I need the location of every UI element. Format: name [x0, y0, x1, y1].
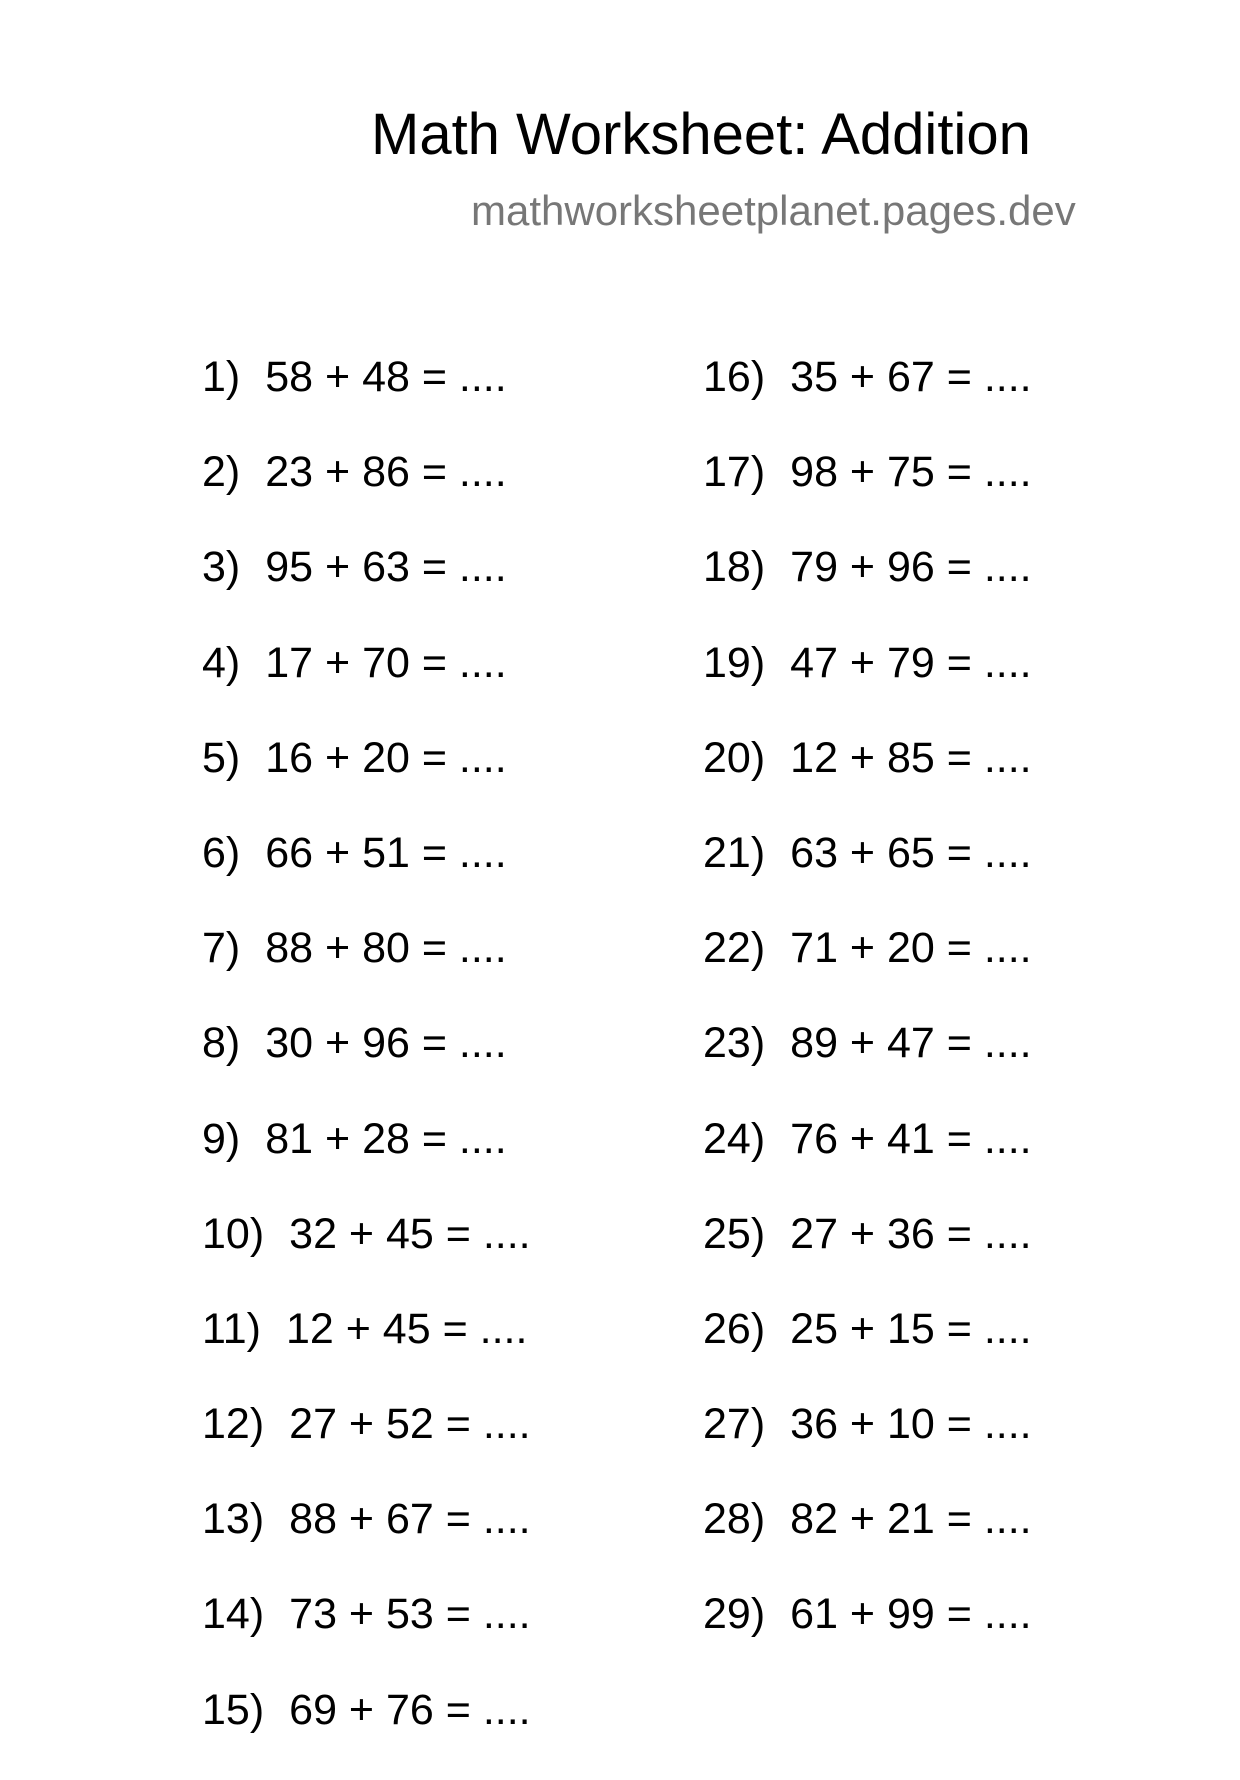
problem-item: [703, 1304, 1032, 1399]
problem-item: [202, 1304, 531, 1399]
problem-expression: 25 + 15 = ....: [790, 1304, 1032, 1353]
problem-item: [202, 1018, 531, 1113]
problem-expression: 63 + 65 = ....: [790, 828, 1032, 877]
problem-expression: 89 + 47 = ....: [790, 1019, 1032, 1068]
problem-number: 28): [703, 1495, 766, 1544]
problem-item: [703, 1209, 1032, 1304]
problem-column-left: [202, 352, 531, 1780]
problem-expression: 73 + 53 = ....: [289, 1590, 531, 1639]
problem-expression: 47 + 79 = ....: [790, 638, 1032, 687]
problem-number: 22): [703, 924, 766, 973]
problem-expression: 69 + 76 = ....: [289, 1685, 531, 1734]
problem-number: 16): [703, 353, 766, 401]
problem-item: [703, 1494, 1032, 1589]
problem-item: [202, 733, 531, 828]
problem-item: [703, 1589, 1032, 1684]
problem-number: 17): [703, 448, 766, 497]
problem-number: 12): [202, 1400, 265, 1449]
problem-expression: 36 + 10 = ....: [790, 1400, 1032, 1449]
problem-expression: 58 + 48 = ....: [265, 353, 507, 401]
problem-item: [202, 1589, 531, 1684]
problem-item: [703, 1018, 1032, 1113]
problem-item: [703, 1114, 1032, 1209]
problem-number: 25): [703, 1209, 766, 1258]
worksheet-source-url: mathworksheetplanet.pages.dev: [471, 187, 1076, 234]
problem-number: 26): [703, 1304, 766, 1353]
problem-number: 24): [703, 1114, 766, 1163]
problem-expression: 16 + 20 = ....: [265, 733, 507, 782]
problem-item: [202, 542, 531, 637]
problem-number: 14): [202, 1590, 265, 1639]
problem-number: 15): [202, 1685, 265, 1734]
problem-expression: 79 + 96 = ....: [790, 543, 1032, 592]
problem-item: [703, 638, 1032, 733]
problem-item: [703, 923, 1032, 1018]
problem-item: [202, 923, 531, 1018]
problem-expression: 88 + 80 = ....: [265, 924, 507, 973]
problem-column-right: [703, 352, 1032, 1685]
problem-expression: 98 + 75 = ....: [790, 448, 1032, 497]
problem-expression: 27 + 36 = ....: [790, 1209, 1032, 1258]
problem-item: [202, 447, 531, 542]
problem-expression: 17 + 70 = ....: [265, 638, 507, 687]
problem-item: [703, 352, 1032, 447]
problem-item: [202, 638, 531, 733]
problem-number: 13): [202, 1495, 265, 1544]
problem-expression: 12 + 45 = ....: [285, 1304, 528, 1353]
problem-item: [202, 1209, 531, 1304]
problem-item: [703, 447, 1032, 542]
problem-expression: 76 + 41 = ....: [790, 1114, 1032, 1163]
problem-number: 23): [703, 1019, 766, 1068]
problem-expression: 88 + 67 = ....: [289, 1495, 531, 1544]
problem-item: [202, 828, 531, 923]
problem-item: [202, 1114, 531, 1209]
problem-number: 29): [703, 1590, 766, 1639]
worksheet-title: Math Worksheet: Addition: [371, 102, 1031, 167]
problem-item: [703, 828, 1032, 923]
problem-expression: 61 + 99 = ....: [790, 1590, 1032, 1639]
problem-expression: 81 + 28 = ....: [265, 1114, 507, 1163]
problem-number: 10): [202, 1209, 265, 1258]
problem-number: 9): [202, 1114, 241, 1163]
problem-item: [703, 1399, 1032, 1494]
problem-number: 3): [202, 543, 241, 592]
problem-expression: 71 + 20 = ....: [790, 924, 1032, 973]
problem-expression: 32 + 45 = ....: [289, 1209, 531, 1258]
problem-number: 2): [202, 448, 241, 497]
problem-number: 1): [202, 353, 241, 401]
problem-number: 5): [202, 733, 241, 782]
problem-number: 6): [202, 828, 241, 877]
problem-number: 21): [703, 828, 766, 877]
problem-number: 7): [202, 924, 241, 973]
problem-number: 20): [703, 733, 766, 782]
problem-expression: 82 + 21 = ....: [790, 1495, 1032, 1544]
problem-item: [202, 1494, 531, 1589]
problem-number: 11): [202, 1304, 261, 1353]
problem-number: 8): [202, 1019, 241, 1068]
problem-expression: 30 + 96 = ....: [265, 1019, 507, 1068]
problem-expression: 95 + 63 = ....: [265, 543, 507, 592]
problem-number: 27): [703, 1400, 766, 1449]
problem-expression: 12 + 85 = ....: [790, 733, 1032, 782]
problem-number: 4): [202, 638, 241, 687]
problem-expression: 66 + 51 = ....: [265, 828, 507, 877]
problem-expression: 23 + 86 = ....: [265, 448, 507, 497]
problem-expression: 27 + 52 = ....: [289, 1400, 531, 1449]
problem-number: 18): [703, 543, 766, 592]
problem-item: [202, 1399, 531, 1494]
problem-expression: 35 + 67 = ....: [790, 353, 1032, 401]
problem-item: [703, 733, 1032, 828]
problem-item: [202, 1685, 531, 1780]
problem-item: [202, 352, 531, 447]
problem-item: [703, 542, 1032, 637]
problem-number: 19): [703, 638, 766, 687]
